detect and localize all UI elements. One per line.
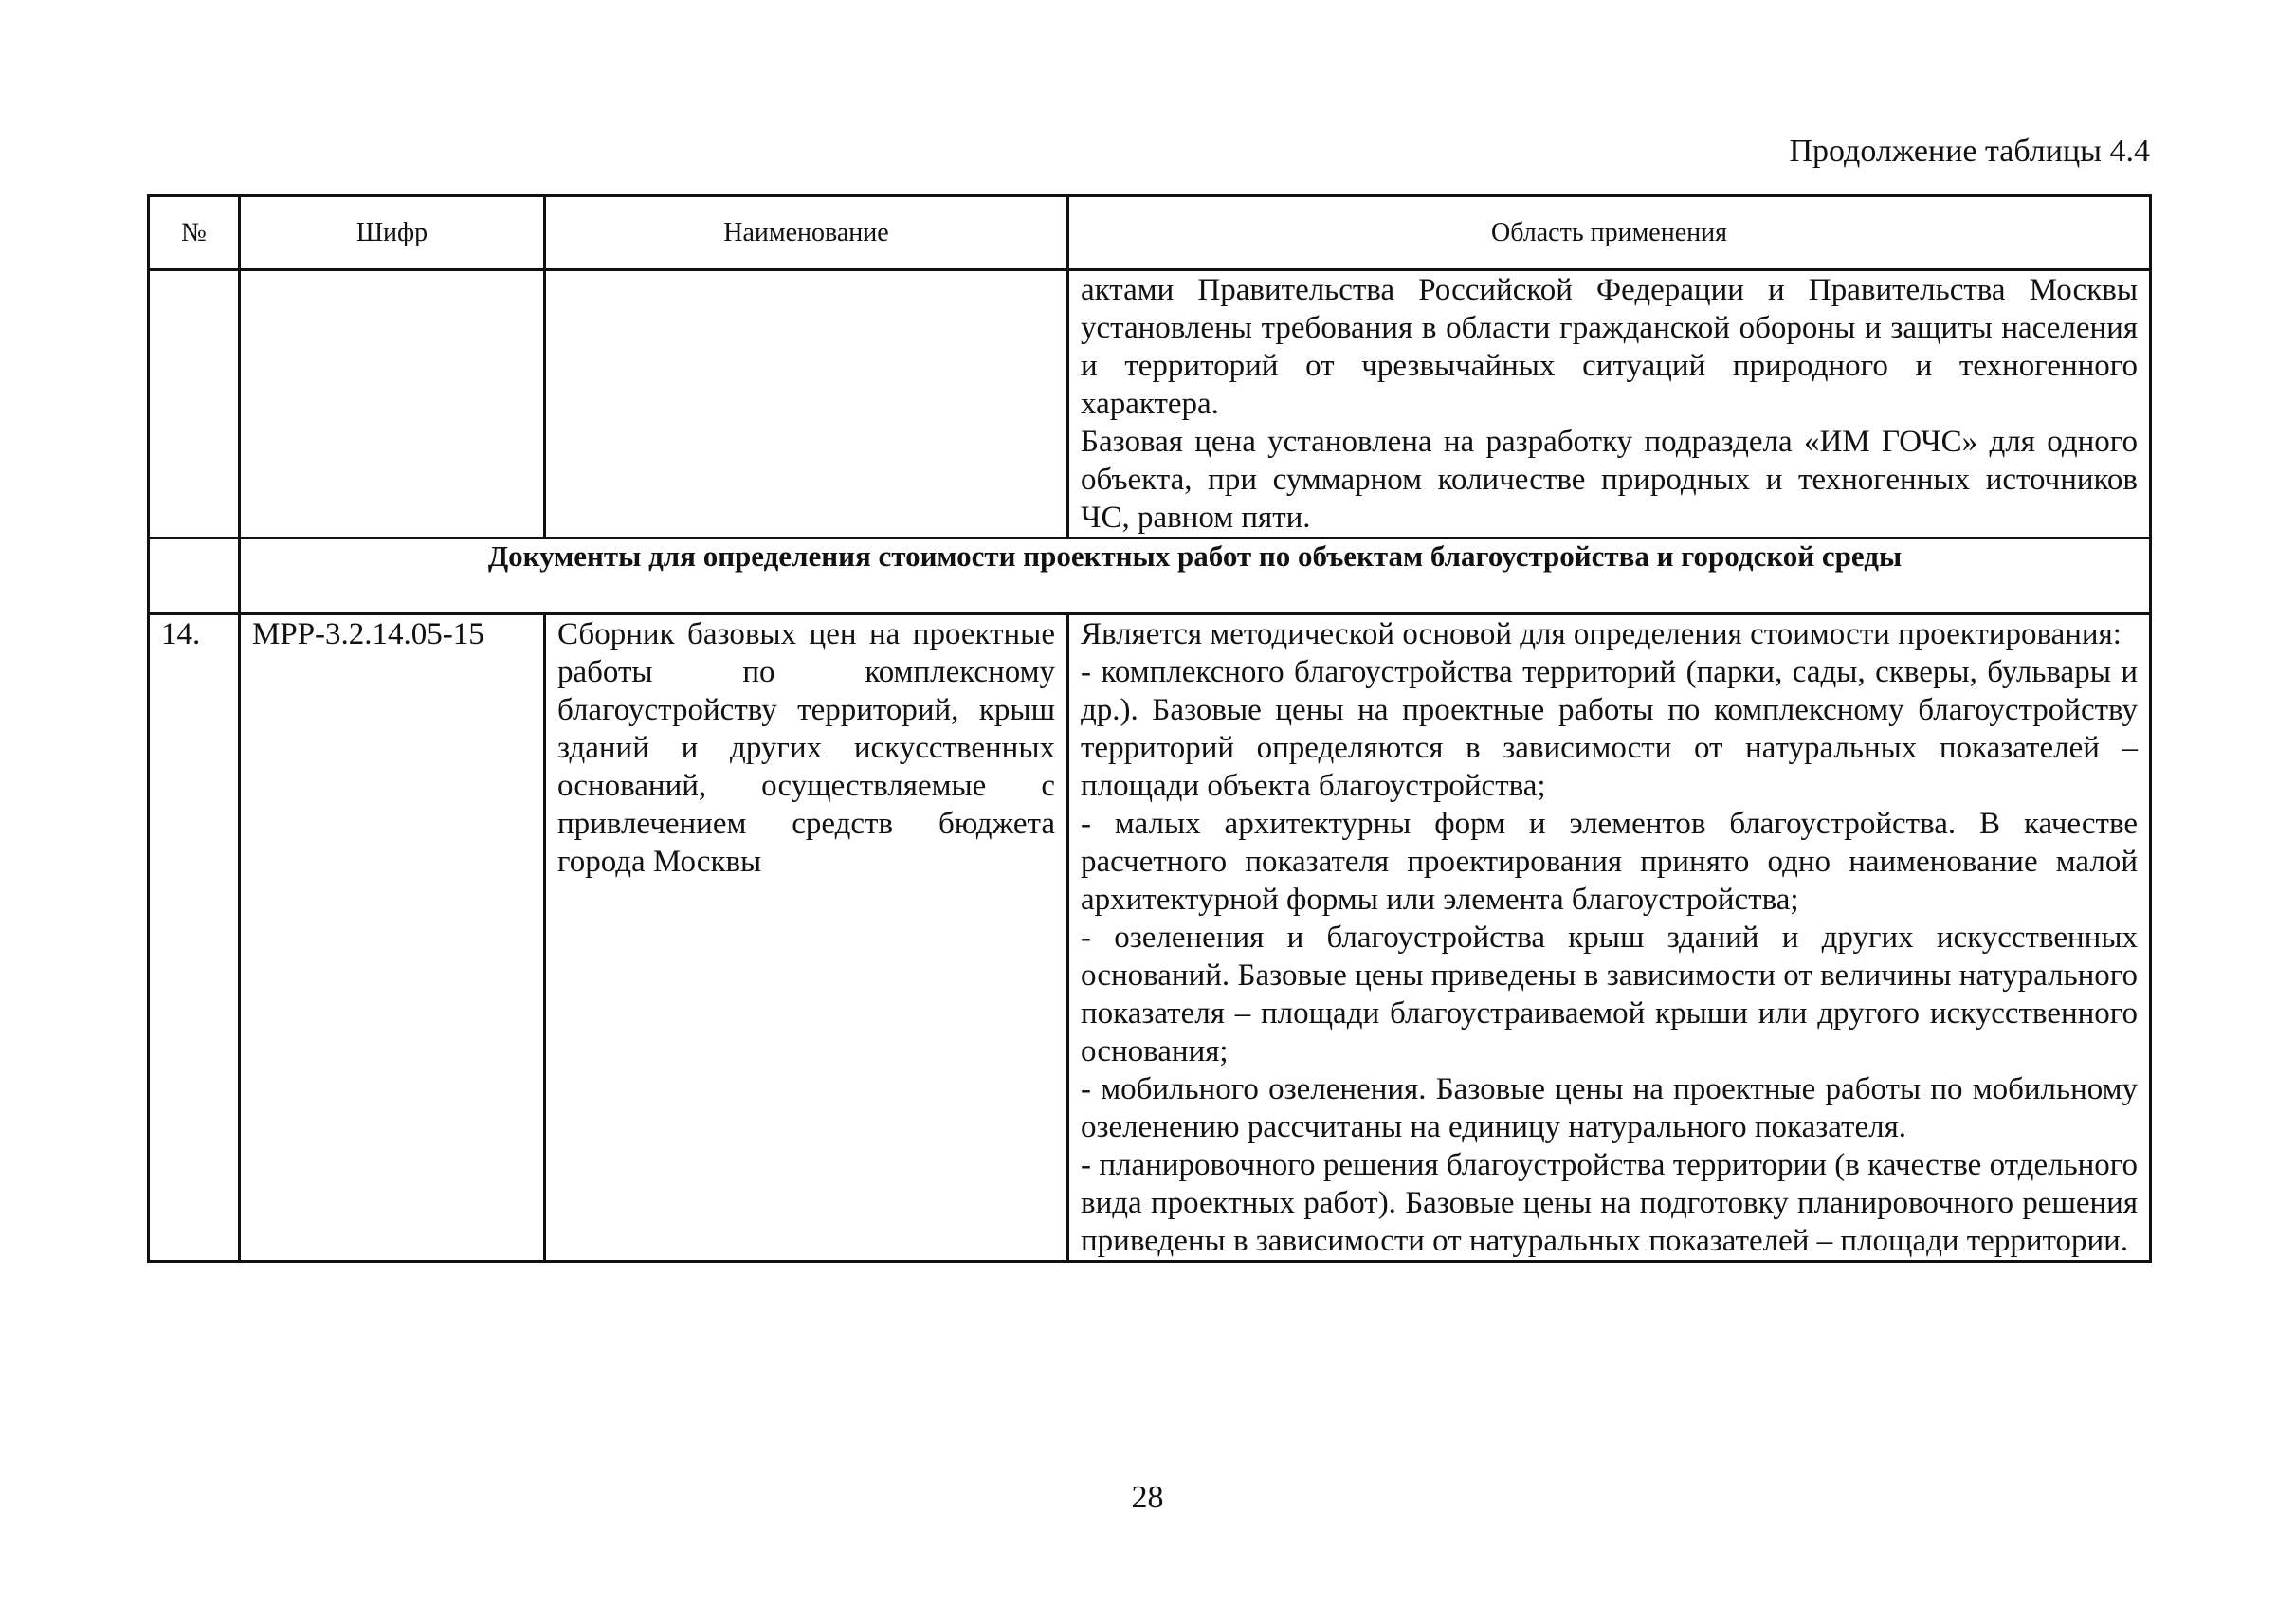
table-section-row bbox=[149, 538, 2151, 614]
section-title: Документы для определения стоимости проектных работ по объектам благоустройства и городской среды bbox=[240, 538, 2151, 614]
scope-paragraph: - комплексного благоустройства территорий (парки, сады, скверы, бульвары и др.). Базовые цены на проектные работы по комплексному благоустройству территорий определяются в зависимости от натуральных показателей – площади объекта благоустройства; bbox=[1081, 655, 2138, 803]
cell-number bbox=[149, 270, 240, 538]
scope-paragraph: актами Правительства Российской Федерации и Правительства Москвы установлены требования в области гражданской обороны и защиты населения и территорий от чрезвычайных ситуаций природного и техногенного характера. bbox=[1081, 273, 2138, 421]
cell-name: Сборник базовых цен на проектные работы по комплексному благоустройству территорий, крыш зданий и других искусственных оснований, осуществляемые с привлечением средств бюджета города Москвы bbox=[545, 614, 1068, 1262]
column-header-scope: Область применения bbox=[1068, 196, 2151, 270]
table-header-row bbox=[149, 196, 2151, 270]
cell-code bbox=[240, 270, 545, 538]
scope-paragraph: - малых архитектурны форм и элементов благоустройства. В качестве расчетного показателя проектирования принято одно наименование малой архитектурной формы или элемента благоустройства; bbox=[1081, 807, 2138, 917]
scope-paragraph: - мобильного озеленения. Базовые цены на проектные работы по мобильному озеленению рассчитаны на единицу натурального показателя. bbox=[1081, 1072, 2138, 1144]
section-empty-cell bbox=[149, 538, 240, 614]
column-header-name: Наименование bbox=[545, 196, 1068, 270]
cell-number: 14. bbox=[149, 614, 240, 1262]
scope-paragraph: - озеленения и благоустройства крыш зданий и других искусственных оснований. Базовые цены приведены в зависимости от величины натурального показателя – площади благоустраиваемой крыши или другого искусственного основания; bbox=[1081, 921, 2138, 1068]
column-header-number: № bbox=[149, 196, 240, 270]
page-number: 28 bbox=[1131, 1480, 1164, 1515]
table-continuation-caption: Продолжение таблицы 4.4 bbox=[1789, 134, 2150, 169]
cell-scope bbox=[1068, 270, 2151, 538]
cell-name bbox=[545, 270, 1068, 538]
column-header-code: Шифр bbox=[240, 196, 545, 270]
scope-paragraph: - планировочного решения благоустройства территории (в качестве отдельного вида проектных работ). Базовые цены на подготовку планировочного решения приведены в зависимости от натуральных показателей – площади территории. bbox=[1081, 1148, 2138, 1258]
scope-paragraph: Базовая цена установлена на разработку подраздела «ИМ ГОЧС» для одного объекта, при суммарном количестве природных и техногенных источников ЧС, равном пяти. bbox=[1081, 425, 2138, 535]
scope-paragraph: Является методической основой для определения стоимости проектирования: bbox=[1081, 617, 2122, 651]
document-table bbox=[147, 194, 2152, 1263]
table-row-14 bbox=[149, 614, 2151, 1262]
cell-scope bbox=[1068, 614, 2151, 1262]
cell-code: МРР-3.2.14.05-15 bbox=[240, 614, 545, 1262]
table-row-continued bbox=[149, 270, 2151, 538]
